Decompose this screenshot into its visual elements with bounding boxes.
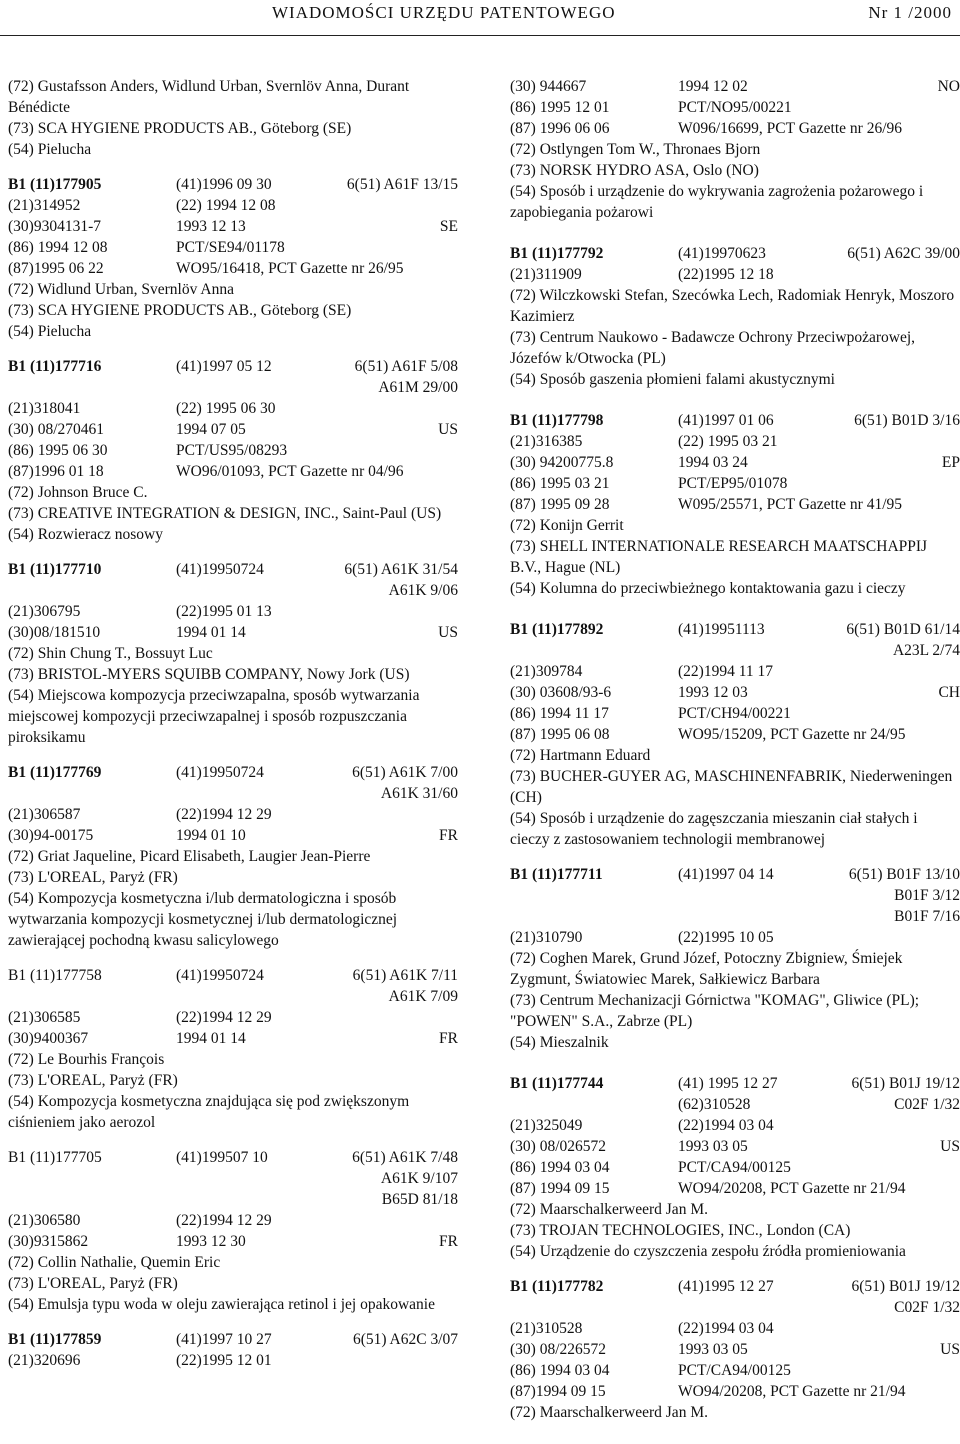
priority-date: 1993 03 05 xyxy=(678,1341,748,1358)
pub-date: (41)19950724 xyxy=(176,561,264,578)
patent-number: B1 (11)177859 xyxy=(8,1331,102,1348)
patent-entry xyxy=(510,864,960,1053)
pct-number: PCT/US95/08293 xyxy=(176,442,288,459)
patent-entry xyxy=(510,1073,960,1262)
pct-number: PCT/CA94/00125 xyxy=(678,1159,791,1176)
title: (54) Miejscowa kompozycja przeciwzapalna, sposób wytwarzania miejscowej kompozycji przeciwzapalnej i sposób rozpuszczania piroksikamu xyxy=(8,687,420,746)
pct-date: (86) 1994 03 04 xyxy=(510,1159,610,1176)
priority-number: (30) 03608/93-6 xyxy=(510,684,612,701)
inventors: (72) Widlund Urban, Svernlöv Anna xyxy=(8,281,234,298)
ipc-class: 6(51) B01D 3/16 xyxy=(854,412,960,429)
wo-date: (87) 1995 09 28 xyxy=(510,496,610,513)
applicant: (73) NORSK HYDRO ASA, Oslo (NO) xyxy=(510,162,759,179)
ipc-class: 6(51) A61K 7/11 xyxy=(352,967,458,984)
priority-country: FR xyxy=(439,1030,458,1047)
pct-number: PCT/CA94/00125 xyxy=(678,1362,791,1379)
application-number: (21)320696 xyxy=(8,1352,81,1369)
patent-entry xyxy=(8,356,458,545)
priority-number: (30) 94200775.8 xyxy=(510,454,614,471)
ipc-class: A23L 2/74 xyxy=(892,642,960,659)
applicant: (73) Centrum Mechanizacji Górnictwa "KOMAG", Gliwice (PL); "POWEN" S.A., Zabrze (PL) xyxy=(510,992,920,1030)
priority-number: (30) 08/270461 xyxy=(8,421,105,438)
priority-number: (30)9400367 xyxy=(8,1030,89,1047)
priority-date: 1993 12 30 xyxy=(176,1233,246,1250)
inventors: (72) Le Bourhis François xyxy=(8,1051,165,1068)
filing-date: (22)1995 12 18 xyxy=(678,266,774,283)
ipc-class: 6(51) A61F 5/08 xyxy=(354,358,458,375)
inventors: (72) Coghen Marek, Grund Józef, Potoczny Zbigniew, Śmiejek Zygmunt, Światowiec Marek, Sałkiewicz Barbara xyxy=(510,950,903,988)
inventors: (72) Hartmann Eduard xyxy=(510,747,651,764)
applicant: (73) Centrum Naukowo - Badawcze Ochrony Przeciwpożarowej, Józefów k/Otwocka (PL) xyxy=(510,329,916,367)
pct-date: (86) 1994 12 08 xyxy=(8,239,108,256)
priority-number: (30)08/181510 xyxy=(8,624,101,641)
wo-number: WO95/15209, PCT Gazette nr 24/95 xyxy=(678,726,906,743)
application-number: (21)310790 xyxy=(510,929,583,946)
priority-country: EP xyxy=(941,454,960,471)
title: (54) Rozwieracz nosowy xyxy=(8,526,163,543)
pub-date: (41)19950724 xyxy=(176,967,264,984)
priority-date: 1994 12 02 xyxy=(678,78,748,95)
application-number: (21)306580 xyxy=(8,1212,81,1229)
filing-date: (22)1994 12 29 xyxy=(176,1009,272,1026)
ipc-class: 6(51) B01D 61/14 xyxy=(846,621,960,638)
application-number: (21)306585 xyxy=(8,1009,81,1026)
patent-number: B1 (11)177798 xyxy=(510,412,604,429)
ipc-class: A61K 7/09 xyxy=(388,988,458,1005)
ipc-class: 6(51) A62C 39/00 xyxy=(847,245,960,262)
wo-number: WO96/01093, PCT Gazette nr 04/96 xyxy=(176,463,404,480)
ipc-class: 6(51) A61K 31/54 xyxy=(344,561,458,578)
patent-entry xyxy=(510,619,960,850)
priority-date: 1993 12 03 xyxy=(678,684,748,701)
inventors: (72) Konijn Gerrit xyxy=(510,517,624,534)
ipc-class: A61M 29/00 xyxy=(378,379,458,396)
applicant: (73) L'OREAL, Paryż (FR) xyxy=(8,1275,178,1292)
priority-number: (30) 08/026572 xyxy=(510,1138,607,1155)
applicant: (73) CREATIVE INTEGRATION & DESIGN, INC., Saint-Paul (US) xyxy=(8,505,442,522)
patent-entry xyxy=(8,1147,458,1315)
wo-number: WO94/20208, PCT Gazette nr 21/94 xyxy=(678,1180,906,1197)
filing-date: (22)1994 12 29 xyxy=(176,806,272,823)
priority-number: (30) 08/226572 xyxy=(510,1341,607,1358)
pct-date: (86) 1994 03 04 xyxy=(510,1362,610,1379)
application-number: (21)318041 xyxy=(8,400,81,417)
applicant: (73) BUCHER-GUYER AG, MASCHINENFABRIK, Niederweningen (CH) xyxy=(510,768,953,806)
header-rule xyxy=(0,35,960,36)
application-number: (21)325049 xyxy=(510,1117,583,1134)
application-number: (21)310528 xyxy=(510,1320,583,1337)
pub-date: (41)199507 10 xyxy=(176,1149,268,1166)
inventors: (72) Johnson Bruce C. xyxy=(8,484,148,501)
title: (54) Sposób i urządzenie do wykrywania zagrożenia pożarowego i zapobiegania pożarowi xyxy=(510,183,924,221)
inventors: (72) Collin Nathalie, Quemin Eric xyxy=(8,1254,221,1271)
priority-number: (30)9304131-7 xyxy=(8,218,101,235)
ipc-class: 6(51) A61K 7/00 xyxy=(352,764,458,781)
priority-country: US xyxy=(940,1341,960,1358)
filing-date: (22)1995 12 01 xyxy=(176,1352,272,1369)
pub-date: (41)1997 04 14 xyxy=(678,866,774,883)
pub-date: (41)19970623 xyxy=(678,245,766,262)
wo-date: (87)1994 09 15 xyxy=(510,1383,606,1400)
ipc-class: A61K 9/107 xyxy=(380,1170,458,1187)
applicant: (73) L'OREAL, Paryż (FR) xyxy=(8,869,178,886)
applicant: (73) L'OREAL, Paryż (FR) xyxy=(8,1072,178,1089)
page-header xyxy=(0,0,960,40)
applicant: (73) SCA HYGIENE PRODUCTS AB., Göteborg (SE) xyxy=(8,120,352,137)
ipc-class: 6(51) A61F 13/15 xyxy=(346,176,458,193)
priority-country: NO xyxy=(937,78,960,95)
patent-entry xyxy=(510,243,960,390)
patent-number: B1 (11)177711 xyxy=(510,866,603,883)
ipc-class: 6(51) A62C 3/07 xyxy=(352,1331,458,1348)
ipc-class: B65D 81/18 xyxy=(381,1191,458,1208)
pct-date: (86) 1994 11 17 xyxy=(510,705,609,722)
priority-date: 1993 03 05 xyxy=(678,1138,748,1155)
patent-number: B1 (11)177892 xyxy=(510,621,604,638)
pub-date: (41) 1995 12 27 xyxy=(678,1075,778,1092)
ipc-class: C02F 1/32 xyxy=(894,1096,960,1113)
filing-date: (22)1995 10 05 xyxy=(678,929,774,946)
wo-number: W095/25571, PCT Gazette nr 41/95 xyxy=(678,496,903,513)
wo-date: (87) 1995 06 08 xyxy=(510,726,610,743)
patent-entry xyxy=(8,762,458,951)
priority-country: US xyxy=(940,1138,960,1155)
pub-date: (41)19951113 xyxy=(678,621,765,638)
title: (54) Emulsja typu woda w oleju zawierająca retinol i jej opakowanie xyxy=(8,1296,435,1313)
ipc-class: 6(51) B01F 13/10 xyxy=(848,866,960,883)
priority-number: (30) 944667 xyxy=(510,78,587,95)
title: (54) Pielucha xyxy=(8,323,92,340)
filing-date: (22) 1994 12 08 xyxy=(176,197,276,214)
filing-date: (22) 1995 03 21 xyxy=(678,433,778,450)
priority-date: 1994 01 14 xyxy=(176,624,246,641)
patent-entry xyxy=(510,410,960,599)
left-column xyxy=(8,76,458,1371)
pub-date: (41)1997 01 06 xyxy=(678,412,774,429)
priority-country: CH xyxy=(938,684,960,701)
ipc-class: 6(51) B01J 19/12 xyxy=(851,1278,960,1295)
title: (54) Sposób gaszenia płomieni falami akustycznymi xyxy=(510,371,835,388)
pub-date: (41)1997 10 27 xyxy=(176,1331,272,1348)
priority-country: SE xyxy=(439,218,458,235)
inventors: (72) Wilczkowski Stefan, Szecówka Lech, Radomiak Henryk, Moszoro Kazimierz xyxy=(510,287,955,325)
pub-date: (41)1995 12 27 xyxy=(678,1278,774,1295)
wo-date: (87) 1996 06 06 xyxy=(510,120,610,137)
application-number: (21)311909 xyxy=(510,266,582,283)
inventors: (72) Gustafsson Anders, Widlund Urban, Svernlöv Anna, Durant Bénédicte xyxy=(8,78,410,116)
title: (54) Sposób i urządzenie do zagęszczania mieszanin ciał stałych i cieczy z zastosowaniem technologii membranowej xyxy=(510,810,918,848)
title: (54) Kolumna do przeciwbieżnego kontaktowania gazu i cieczy xyxy=(510,580,906,597)
pub-date: (41)19950724 xyxy=(176,764,264,781)
ipc-class: B01F 7/16 xyxy=(894,908,960,925)
patent-entry xyxy=(8,76,458,160)
priority-number: (30)9315862 xyxy=(8,1233,89,1250)
wo-date: (87)1995 06 22 xyxy=(8,260,104,277)
patent-number: B1 (11)177758 xyxy=(8,967,102,984)
filing-date: (22)1994 03 04 xyxy=(678,1117,774,1134)
issue-number: Nr 1 /2000 xyxy=(868,3,952,22)
filing-date: (22)1994 03 04 xyxy=(678,1320,774,1337)
pct-number: PCT/EP95/01078 xyxy=(678,475,788,492)
title: (54) Kompozycja kosmetyczna i/lub dermatologiczna i sposób wytwarzania kompozycji kosmetycznej i/lub dermatologicznej zawierającej pochodną kwasu salicylowego xyxy=(8,890,398,949)
right-column xyxy=(510,76,960,1423)
inventors: (72) Shin Chung T., Bossuyt Luc xyxy=(8,645,213,662)
patent-number: B1 (11)177716 xyxy=(8,358,102,375)
patent-number: B1 (11)177705 xyxy=(8,1149,102,1166)
patent-entry xyxy=(8,559,458,748)
application-number: (21)306587 xyxy=(8,806,81,823)
ipc-class: B01F 3/12 xyxy=(894,887,960,904)
patent-entry xyxy=(8,1329,458,1371)
title: (54) Kompozycja kosmetyczna znajdująca się pod zwiększonym ciśnieniem jako aerozol xyxy=(8,1093,410,1131)
application-number: (21)314952 xyxy=(8,197,81,214)
pct-date: (86) 1995 12 01 xyxy=(510,99,610,116)
patent-number: B1 (11)177792 xyxy=(510,245,604,262)
application-number: (21)306795 xyxy=(8,603,81,620)
pct-number: PCT/CH94/00221 xyxy=(678,705,791,722)
filing-date: (22)1995 01 13 xyxy=(176,603,272,620)
priority-date: 1994 01 10 xyxy=(176,827,246,844)
wo-number: WO95/16418, PCT Gazette nr 26/95 xyxy=(176,260,404,277)
inventors: (72) Maarschalkerweerd Jan M. xyxy=(510,1404,708,1421)
ipc-class: 6(51) A61K 7/48 xyxy=(352,1149,458,1166)
patent-number: B1 (11)177769 xyxy=(8,764,102,781)
pub-date: (41)1997 05 12 xyxy=(176,358,272,375)
title: (54) Urządzenie do czyszczenia zespołu źródła promieniowania xyxy=(510,1243,906,1260)
application-number: (21)316385 xyxy=(510,433,583,450)
priority-country: FR xyxy=(439,827,458,844)
journal-title: WIADOMOŚCI URZĘDU PATENTOWEGO xyxy=(272,3,616,22)
wo-date: (87) 1994 09 15 xyxy=(510,1180,610,1197)
title: (54) Pielucha xyxy=(8,141,92,158)
patent-entry xyxy=(510,1276,960,1423)
filing-date: (22)1994 12 29 xyxy=(176,1212,272,1229)
pub-date: (41)1996 09 30 xyxy=(176,176,272,193)
wo-date: (87)1996 01 18 xyxy=(8,463,104,480)
priority-country: US xyxy=(438,421,458,438)
patent-entry xyxy=(8,174,458,342)
applicant: (73) TROJAN TECHNOLOGIES, INC., London (CA) xyxy=(510,1222,851,1239)
ipc-class: C02F 1/32 xyxy=(894,1299,960,1316)
pct-date: (86) 1995 03 21 xyxy=(510,475,610,492)
filing-date: (22) 1995 06 30 xyxy=(176,400,276,417)
priority-date: 1994 01 14 xyxy=(176,1030,246,1047)
pct-number: PCT/NO95/00221 xyxy=(678,99,792,116)
inventors: (72) Ostlyngen Tom W., Thronaes Bjorn xyxy=(510,141,761,158)
priority-date: 1993 12 13 xyxy=(176,218,246,235)
priority-country: US xyxy=(438,624,458,641)
priority-country: FR xyxy=(439,1233,458,1250)
priority-date: 1994 07 05 xyxy=(176,421,246,438)
pct-number: PCT/SE94/01178 xyxy=(176,239,285,256)
title: (54) Mieszalnik xyxy=(510,1034,609,1051)
ipc-class: A61K 9/06 xyxy=(388,582,458,599)
parent-application: (62)310528 xyxy=(678,1096,751,1113)
ipc-class: A61K 31/60 xyxy=(380,785,458,802)
inventors: (72) Maarschalkerweerd Jan M. xyxy=(510,1201,708,1218)
patent-number: B1 (11)177744 xyxy=(510,1075,604,1092)
patent-number: B1 (11)177782 xyxy=(510,1278,604,1295)
patent-number: B1 (11)177710 xyxy=(8,561,102,578)
application-number: (21)309784 xyxy=(510,663,583,680)
wo-number: WO94/20208, PCT Gazette nr 21/94 xyxy=(678,1383,906,1400)
patent-entry xyxy=(510,76,960,223)
filing-date: (22)1994 11 17 xyxy=(678,663,773,680)
priority-date: 1994 03 24 xyxy=(678,454,748,471)
applicant: (73) BRISTOL-MYERS SQUIBB COMPANY, Nowy Jork (US) xyxy=(8,666,410,683)
applicant: (73) SCA HYGIENE PRODUCTS AB., Göteborg (SE) xyxy=(8,302,352,319)
ipc-class: 6(51) B01J 19/12 xyxy=(851,1075,960,1092)
pct-date: (86) 1995 06 30 xyxy=(8,442,108,459)
wo-number: W096/16699, PCT Gazette nr 26/96 xyxy=(678,120,903,137)
priority-number: (30)94-00175 xyxy=(8,827,94,844)
applicant: (73) SHELL INTERNATIONALE RESEARCH MAATSCHAPPIJ B.V., Hague (NL) xyxy=(510,538,928,576)
patent-number: B1 (11)177905 xyxy=(8,176,102,193)
inventors: (72) Griat Jaqueline, Picard Elisabeth, Laugier Jean-Pierre xyxy=(8,848,371,865)
patent-entry xyxy=(8,965,458,1133)
